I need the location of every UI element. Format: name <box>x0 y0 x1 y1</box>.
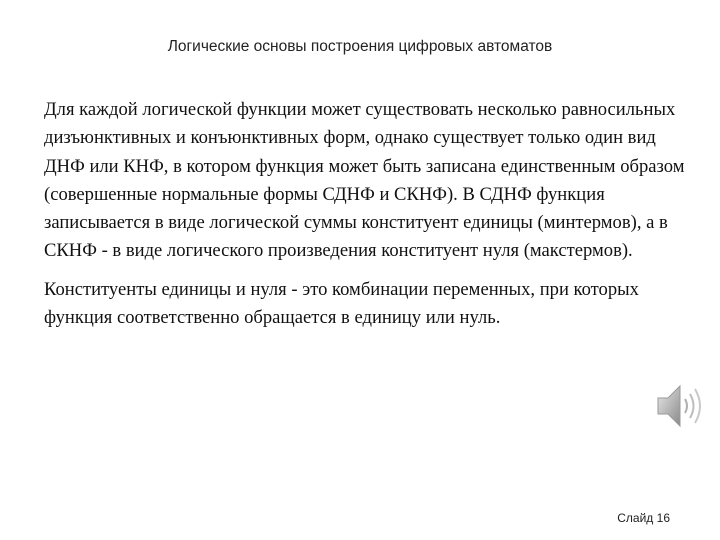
speaker-icon[interactable] <box>654 380 706 432</box>
paragraph-1: Для каждой логической функции может существовать несколько равносильных дизъюнктивных и конъюнктивных форм, однако существует только один вид ДНФ или КНФ, в котором функция может быть записана единственным образом (совершенные нормальные формы СДНФ и СКНФ). В СДНФ функция записывается в виде логической суммы конституент единицы (минтермов), а в СКНФ - в виде логического произведения конституент нуля (макстермов). <box>44 99 685 262</box>
slide-body <box>44 96 694 332</box>
slide-title: Логические основы построения цифровых автоматов <box>167 38 553 55</box>
slide-number: Слайд 16 <box>617 511 670 525</box>
paragraph-2: Конституенты единицы и нуля - это комбинации переменных, при которых функция соответственно обращается в единицу или нуль. <box>44 278 639 329</box>
